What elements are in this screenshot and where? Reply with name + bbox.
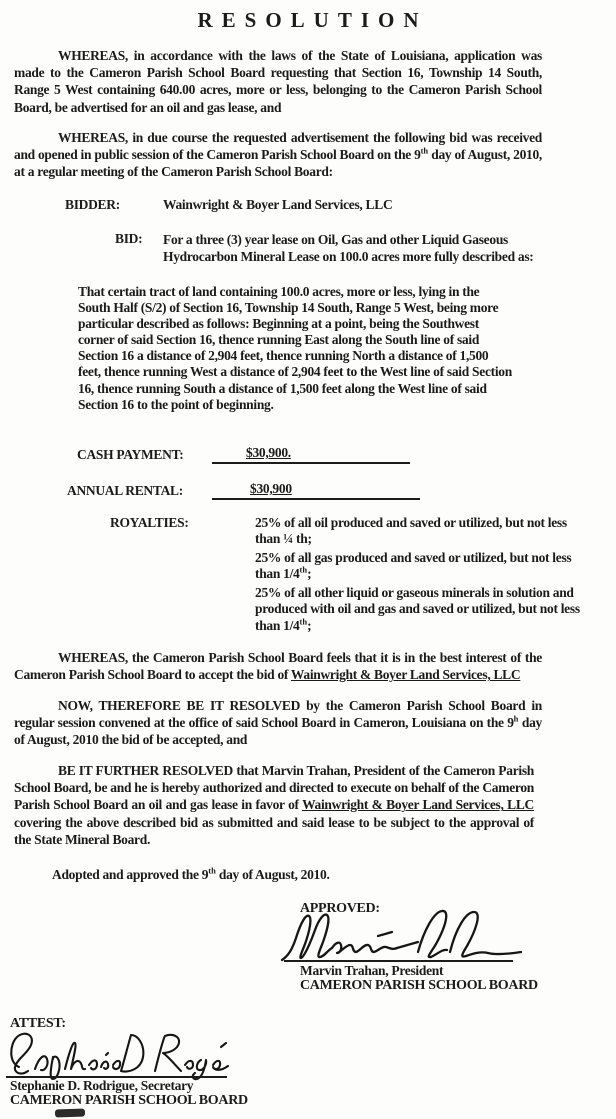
royalties-label: ROYALTIES: (110, 515, 189, 530)
secretary-signature (5, 1029, 233, 1081)
bidder-label: BIDDER: (65, 197, 120, 212)
whereas-paragraph-2: WHEREAS, in due course the requested advertisement the following bid was received and opened in public session of the Cameron Parish School Board on the 9th day of August, 2010, at a regular meeting of the Cameron Parish School Board: (14, 130, 542, 180)
royalty-item-oil: 25% of all oil produced and saved or utilized, but not less than ¼ th; (255, 515, 567, 547)
royalty-item-gas: 25% of all gas produced and saved or utilized, but not less than 1/4th; (255, 550, 572, 582)
whereas-paragraph-1: WHEREAS, in accordance with the laws of the State of Louisiana, application was made to the Cameron Parish School Board requesting that Section 16, Township 14 South, Range 5 West containing 640.00 acres, more or less, belonging to the Cameron Parish School Board, be advertised for an oil and gas lease, and (14, 48, 542, 115)
president-signature-line (284, 960, 513, 962)
be-it-further-paragraph: BE IT FURTHER RESOLVED that Marvin Trahan, President of the Cameron Parish School Board, be and he is hereby authorized and directed to execute on behalf of the Cameron Parish School Board an oil and gas lease in favor of Wainwright & Boyer Land Services, LLC covering the above described bid as submitted and said lease to be subject to the approval of the State Mineral Board. (14, 763, 534, 847)
president-signature (280, 904, 525, 964)
bid-value: For a three (3) year lease on Oil, Gas and other Liquid Gaseous Hydrocarbon Mineral Lease on 100.0 acres more fully described as: (163, 232, 534, 264)
document-title: RESOLUTION (197, 8, 428, 32)
president-name: Marvin Trahan, President (300, 963, 444, 978)
cash-payment-value: $30,900. (246, 445, 291, 460)
cash-payment-field (212, 445, 410, 464)
scan-artifact-smudge (55, 1108, 85, 1117)
annual-rental-value: $30,900 (250, 481, 292, 496)
annual-rental-field (212, 481, 420, 500)
cash-payment-label: CASH PAYMENT: (77, 447, 184, 462)
bidder-value: Wainwright & Boyer Land Services, LLC (163, 197, 393, 212)
attest-label: ATTEST: (10, 1016, 66, 1031)
secretary-org: CAMERON PARISH SCHOOL BOARD (10, 1092, 248, 1108)
annual-rental-label: ANNUAL RENTAL: (67, 483, 183, 498)
adopted-line: Adopted and approved the 9th day of August, 2010. (52, 865, 330, 882)
bid-label: BID: (115, 231, 143, 246)
president-org: CAMERON PARISH SCHOOL BOARD (300, 977, 538, 993)
whereas-paragraph-3: WHEREAS, the Cameron Parish School Board feels that it is in the best interest of the Cameron Parish School Board to accept the bid of Wainwright & Boyer Land Services, LLC (14, 650, 542, 683)
royalty-item-other-minerals: 25% of all other liquid or gaseous minerals in solution and produced with oil and gas and saved or utilized, but not less than 1/4th; (255, 585, 580, 633)
now-therefore-paragraph: NOW, THEREFORE BE IT RESOLVED by the Cameron Parish School Board in regular session convened at the office of said School Board in Cameron, Louisiana on the 9$^h$ day of August, 2010 the bid of be accepted, and (14, 698, 542, 748)
secretary-name: Stephanie D. Rodrigue, Secretary (10, 1078, 194, 1093)
tract-description: That certain tract of land containing 100.0 acres, more or less, lying in the South Half (S/2) of Section 16, Township 14 South, Range 5 West, being more particular described as follows: Beginning at a point, being the Southwest corner of said Section 16, thence running East along the South line of said Section 16 a distance of 2,904 feet, thence running North a distance of 1,500 feet, thence running West a distance of 2,904 feet to the West line of said Section 16, thence running South a distance of 1,500 feet along the West line of said Section 16 to the point of beginning. (78, 284, 512, 412)
approved-label: APPROVED: (300, 901, 380, 916)
